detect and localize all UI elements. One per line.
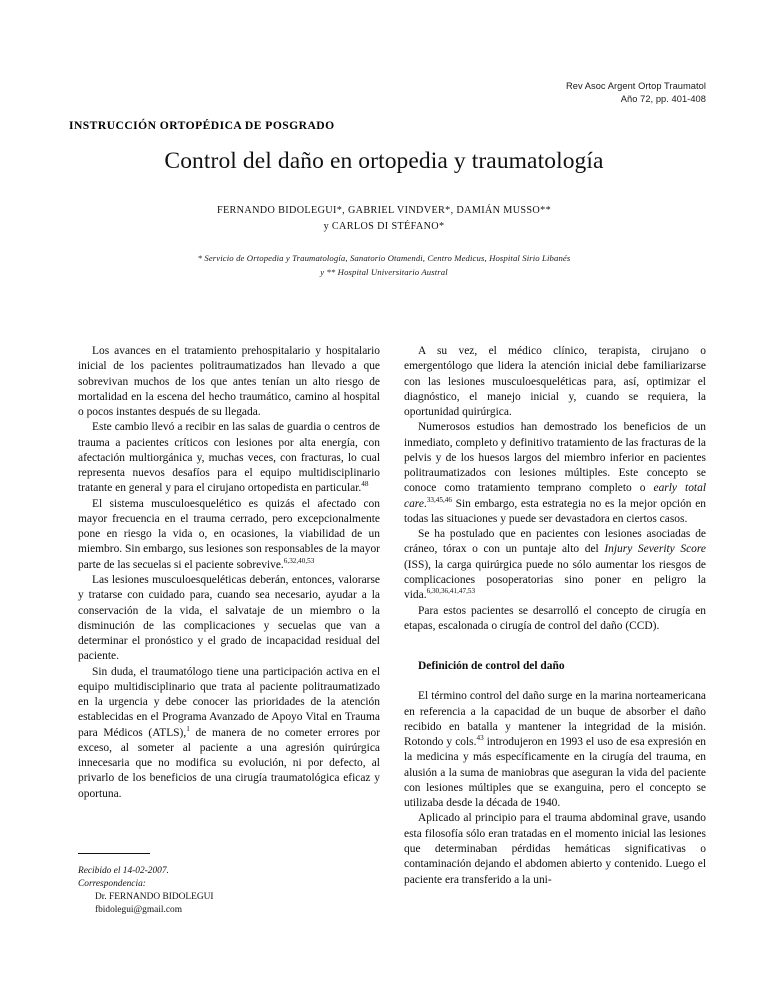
correspondence-name: Dr. FERNANDO BIDOLEGUI bbox=[95, 892, 214, 903]
paragraph bbox=[78, 497, 380, 573]
paragraph-text: . bbox=[423, 497, 427, 510]
paragraph-text: Aplicado al principio para el trauma abdominal grave, usando esta filosofía sólo eran tratadas en el momento inicial las lesiones que determinaban pérdidas hemáticas significativas o contaminación dejando el abdomen abierto y contenido. Luego el paciente era transferido a la uni- bbox=[404, 812, 706, 886]
affiliation-list bbox=[62, 251, 706, 279]
paragraph bbox=[404, 420, 706, 527]
italic-term: early total care bbox=[404, 482, 706, 510]
affiliation-line-1: * Servicio de Ortopedia y Traumatología, Sanatorio Otamendi, Centro Medicus, Hospital Sirio Libanés bbox=[197, 253, 571, 263]
correspondence-email: fbidolegui@gmail.com bbox=[95, 905, 183, 916]
correspondence-label: Correspondencia: bbox=[78, 879, 146, 890]
affiliation-line-2: y ** Hospital Universitario Austral bbox=[320, 267, 448, 277]
paragraph-text: introdujeron en 1993 el uso de esa expresión en la medicina y más específicamente en la cirugía del trauma, en alusión a la suma de maniobras que aseguran la vida del paciente con lesiones múltiples que se exanguina, pero el concepto se utilizaba desde la década de 1940. bbox=[404, 736, 707, 810]
reference-marker: 33,45,46 bbox=[426, 495, 452, 504]
reference-marker: 6,32,40,53 bbox=[283, 556, 315, 565]
paragraph bbox=[404, 811, 706, 887]
paragraph bbox=[404, 604, 706, 635]
italic-term: Injury Severity Score bbox=[604, 543, 707, 556]
reference-marker: 6,30,36,41,47,53 bbox=[426, 587, 476, 596]
section-heading: Definición de control del daño bbox=[418, 660, 565, 673]
section-kicker: INSTRUCCIÓN ORTOPÉDICA DE POSGRADO bbox=[69, 119, 335, 132]
paragraph-text: Numerosos estudios han demostrado los beneficios de un inmediato, completo y definitivo tratamiento de las fracturas de la pelvis y de los huesos largos del miembro inferior en pacientes politraumatizados con lesiones múltiples. Este concepto se conoce como tratamiento temprano completo o bbox=[404, 421, 706, 495]
page-title: Control del daño en ortopedia y traumatología bbox=[164, 148, 604, 174]
journal-volume-pages: Año 72, pp. 401-408 bbox=[620, 94, 706, 105]
paragraph bbox=[78, 665, 380, 802]
paragraph bbox=[78, 573, 380, 665]
paragraph-text: Se ha postulado que en pacientes con lesiones asociadas de cráneo, tórax o con un puntaje alto del bbox=[404, 528, 706, 556]
reference-marker: 1 bbox=[186, 724, 190, 733]
paragraph-text: A su vez, el médico clínico, terapista, cirujano o emergentólogo que lidera la atención inicial debe familiarizarse con las lesiones musculoesqueléticas para, así, optimizar el diagnóstico, el manejo inicial y, cuando se requiera, la oportunidad quirúrgica. bbox=[404, 345, 706, 419]
paragraph bbox=[404, 527, 706, 603]
footnote-divider bbox=[78, 853, 150, 854]
journal-running-head bbox=[566, 80, 706, 106]
paragraph bbox=[404, 344, 706, 420]
paragraph-text: Para estos pacientes se desarrolló el concepto de cirugía en etapas, escalonada o cirugía de control del daño (CCD). bbox=[404, 604, 706, 632]
author-list bbox=[62, 203, 706, 234]
title-block bbox=[62, 146, 706, 176]
reference-marker: 48 bbox=[361, 480, 369, 489]
paragraph bbox=[78, 420, 380, 496]
reference-marker: 43 bbox=[476, 734, 484, 743]
author-line-1: FERNANDO BIDOLEGUI*, GABRIEL VINDVER*, DAMIÁN MUSSO** bbox=[216, 205, 552, 216]
footnote-block bbox=[78, 853, 380, 917]
paragraph bbox=[78, 344, 380, 420]
paragraph-text: Este cambio llevó a recibir en las salas de guardia o centros de trauma a pacientes críticos con lesiones por alta energía, con afectación multiorgánica y, muchas veces, con fracturas, lo cual representa nuevos desafíos para el equipo multidisciplinario tratante en general y para el cirujano ortopedista en particular. bbox=[78, 421, 380, 495]
paragraph-text: El sistema musculoesquelético es quizás el afectado con mayor frecuencia en el trauma cerrado, pero excepcionalmente pone en riesgo la vida o, en ocasiones, la viabilidad de un miembro. Sin embargo, sus lesiones son responsables de la mayor parte de las secuelas si el paciente sobrevive. bbox=[78, 497, 380, 571]
paragraph-text: El término control del daño surge en la marina norteamericana en referencia a la capacidad de un buque de absorber el daño recibido en batalla y mantener la integridad de la misión. Rotondo y cols. bbox=[404, 690, 706, 749]
journal-name: Rev Asoc Argent Ortop Traumatol bbox=[565, 81, 706, 91]
paragraph-text: Sin duda, el traumatólogo tiene una participación activa en el equipo multidisciplinario que trata al paciente politraumatizado en la urgencia y debe conocer las prioridades de la atención establecidas en el Programa Avanzado de Apoyo Vital en Trauma para Médicos (ATLS), bbox=[78, 665, 380, 739]
column-left bbox=[78, 344, 380, 802]
received-date: Recibido el 14-02-2007. bbox=[78, 866, 169, 876]
paragraph-text: Los avances en el tratamiento prehospitalario y hospitalario inicial de los pacientes politraumatizados han llevado a que sobrevivan muchos de los que antes tenían un alto riesgo de mortalidad en la escena del hecho traumático, camino al hospital o pocos instantes después de su llegada. bbox=[78, 345, 380, 419]
paragraph-text: Las lesiones musculoesqueléticas deberán, entonces, valorarse y tratarse con cuidado para, cuando sea necesario, ayudar a la conservación de la vida, el salvataje de un miembro o la disminución de las complicaciones y secuelas que van a determinar el pronóstico y el grado de incapacidad residual del paciente. bbox=[78, 573, 380, 663]
paragraph bbox=[404, 689, 706, 811]
column-right bbox=[404, 344, 706, 888]
author-line-2: y CARLOS DI STÉFANO* bbox=[323, 220, 445, 232]
paragraph-text: (ISS), la carga quirúrgica puede no sólo aumentar los riesgos de complicaciones posoperatorias sino poner en peligro la vida. bbox=[404, 558, 706, 602]
paragraph-text: Sin embargo, esta estrategia no es la mejor opción en todas las situaciones y puede ser devastadora en ciertos casos. bbox=[404, 497, 706, 525]
paragraph-text: de manera de no cometer errores por exceso, al someter al paciente a una agresión quirúrgica innecesaria que no modifica su evolución, ni por defecto, al privarlo de los beneficios de una cirugía traumatológica eficaz y oportuna. bbox=[78, 726, 380, 800]
